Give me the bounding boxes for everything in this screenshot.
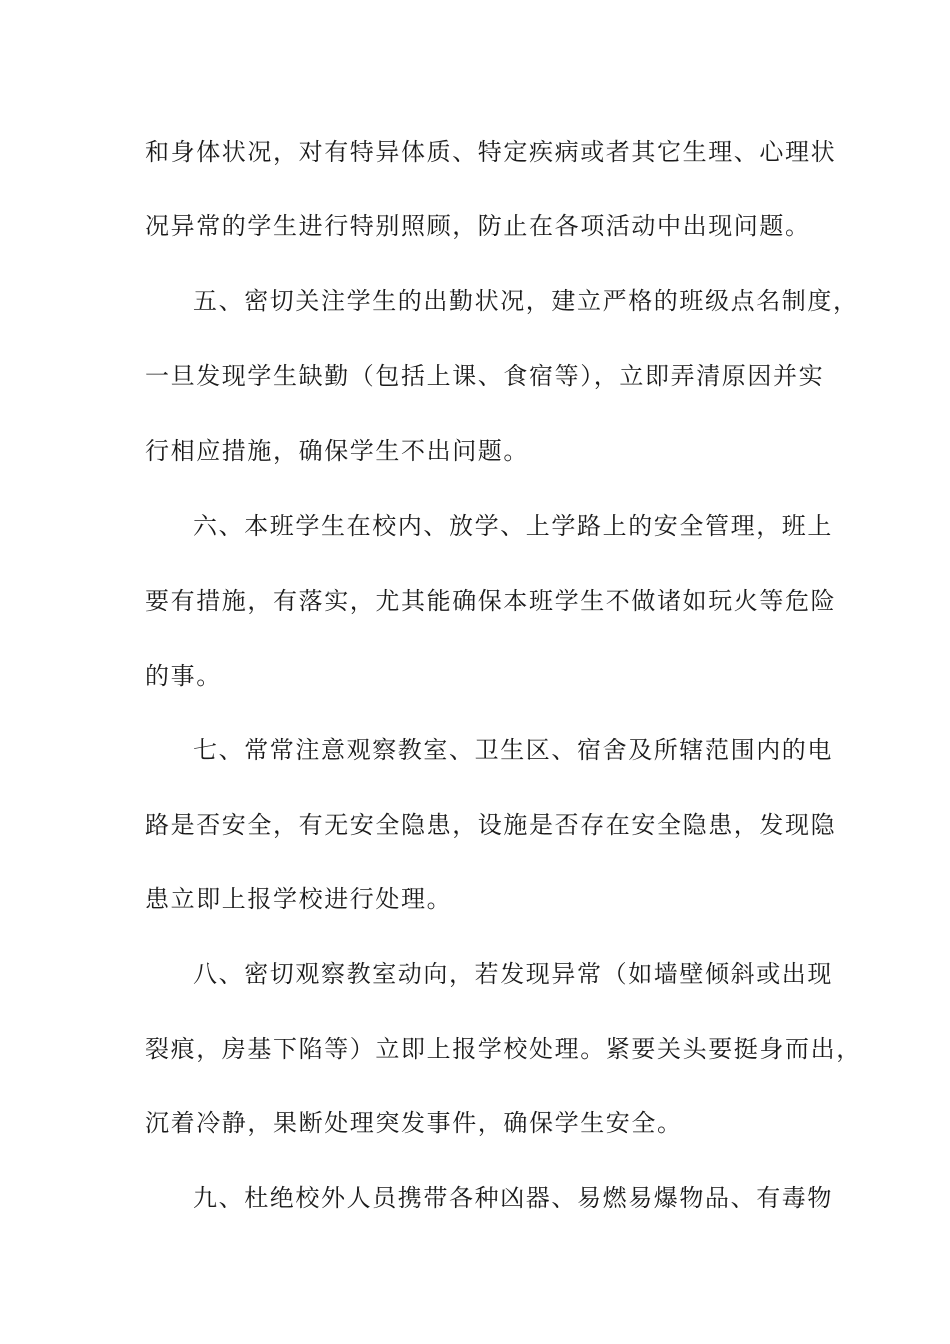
paragraph-4-line-2: 和身体状况，对有特异体质、特定疾病或者其它生理、心理状 [145,138,837,166]
paragraph-8-line-1: 八、密切观察教室动向，若发现异常（如墙壁倾斜或出现 [193,960,833,988]
paragraph-8-line-2: 裂痕，房基下陷等）立即上报学校处理。紧要关头要挺身而出， [145,1035,862,1063]
paragraph-9-line-1: 九、杜绝校外人员携带各种凶器、易燃易爆物品、有毒物 [193,1184,833,1212]
paragraph-6-line-3: 的事。 [145,662,222,690]
paragraph-5-line-1: 五、密切关注学生的出勤状况，建立严格的班级点名制度， [193,287,859,315]
paragraph-4-line-3: 况异常的学生进行特别照顾，防止在各项活动中出现问题。 [145,212,811,240]
paragraph-5-line-2: 一旦发现学生缺勤（包括上课、食宿等），立即弄清原因并实 [145,362,825,390]
paragraph-6-line-1: 六、本班学生在校内、放学、上学路上的安全管理，班上 [193,512,833,540]
paragraph-7-line-1: 七、常常注意观察教室、卫生区、宿舍及所辖范围内的电 [193,736,833,764]
paragraph-5-line-3: 行相应措施，确保学生不出问题。 [145,437,529,465]
paragraph-6-line-2: 要有措施，有落实，尤其能确保本班学生不做诸如玩火等危险 [145,587,837,615]
paragraph-7-line-3: 患立即上报学校进行处理。 [145,885,453,913]
paragraph-8-line-3: 沉着冷静，果断处理突发事件，确保学生安全。 [145,1109,683,1137]
paragraph-7-line-2: 路是否安全，有无安全隐患，设施是否存在安全隐患，发现隐 [145,811,837,839]
